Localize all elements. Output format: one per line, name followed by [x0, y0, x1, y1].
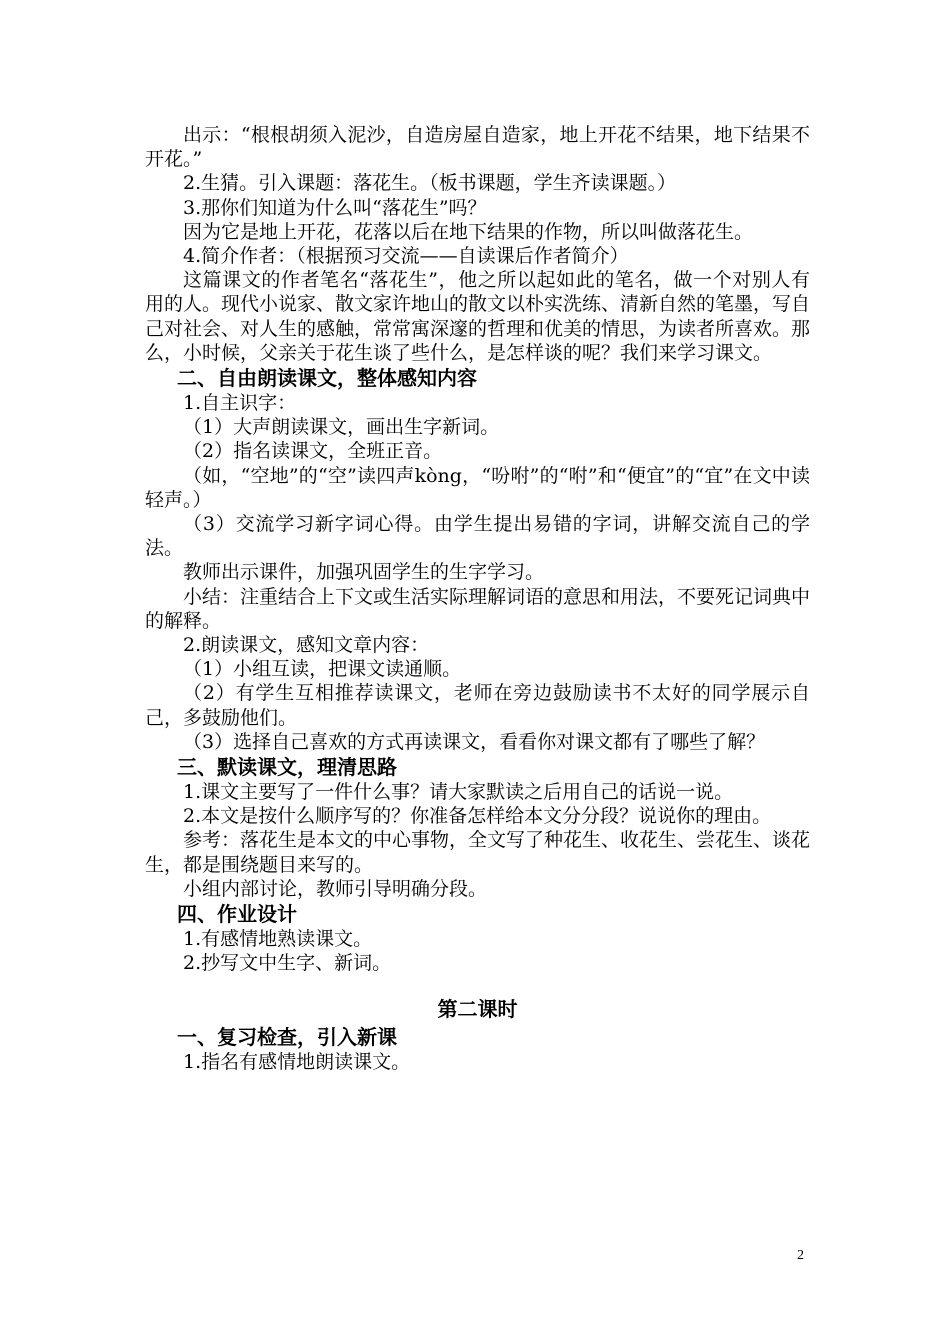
paragraph: 1.有感情地熟读课文。	[183, 928, 373, 951]
paragraph: （2）有学生互相推荐读课文，老师在旁边鼓励读书不太好的同学展示自己，多鼓励他们。	[145, 682, 810, 729]
section-heading: 二、自由朗读课文，整体感知内容	[177, 366, 477, 391]
paragraph: （如，“空地”的“空”读四声kòng，“吩咐”的“咐”和“便宜”的“宜”在文中读轻声。）	[145, 464, 810, 511]
section-heading: 四、作业设计	[177, 902, 297, 927]
paragraph: 2.朗读课文，感知文章内容：	[183, 634, 430, 657]
paragraph: 出示：“根根胡须入泥沙，自造房屋自造家，地上开花不结果，地下结果不开花。”	[145, 124, 810, 171]
paragraph: 3.那你们知道为什么叫“落花生”吗？	[183, 196, 487, 219]
lesson-title: 第二课时	[437, 996, 518, 1021]
document-body	[145, 123, 810, 1074]
section-heading: 一、复习检查，引入新课	[177, 1024, 397, 1049]
paragraph: （3）选择自己喜欢的方式再读课文，看看你对课文都有了哪些了解？	[183, 730, 766, 753]
paragraph: 因为它是地上开花，花落以后在地下结果的作物，所以叫做落花生。	[183, 220, 754, 243]
paragraph: 2.本文是按什么顺序写的？你准备怎样给本文分分段？说说你的理由。	[183, 805, 772, 828]
paragraph: 1.指名有感情地朗读课文。	[183, 1050, 411, 1073]
paragraph: 教师出示课件，加强巩固学生的生字学习。	[183, 561, 545, 584]
paragraph: 这篇课文的作者笔名“落花生”，他之所以起如此的笔名，做一个对别人有用的人。现代小说家、散文家许地山的散文以朴实洗练、清新自然的笔墨，写自己对社会、对人生的感触，常常寓深邃的哲理和优美的情思，为读者所喜欢。那么，小时候，父亲关于花生谈了些什么，是怎样谈的呢？我们来学习课文。	[145, 269, 811, 364]
paragraph: 4.简介作者：（根据预习交流——自读课后作者简介）	[183, 245, 629, 268]
paragraph: 1.课文主要写了一件什么事？请大家默读之后用自己的话说一说。	[183, 781, 734, 804]
paragraph: （2）指名读课文，全班正音。	[183, 440, 443, 463]
paragraph: 小组内部讨论，教师引导明确分段。	[183, 877, 488, 900]
paragraph: 参考：落花生是本文的中心事物，全文写了种花生、收花生、尝花生、谈花生，都是围绕题目来写的。	[145, 829, 811, 876]
paragraph: （3）交流学习新字词心得。由学生提出易错的字词，讲解交流自己的学法。	[145, 513, 810, 560]
paragraph: 2.生猜。引入课题：落花生。（板书课题，学生齐读课题。）	[183, 172, 677, 195]
section-heading: 三、默读课文，理清思路	[177, 755, 397, 780]
paragraph: 1.自主识字：	[183, 392, 297, 415]
paragraph: （1）大声朗读课文，画出生字新词。	[183, 416, 500, 439]
paragraph: （1）小组互读，把课文读通顺。	[183, 658, 462, 681]
page-number: 2	[797, 1248, 804, 1263]
paragraph: 小结：注重结合上下文或生活实际理解词语的意思和用法，不要死记词典中的解释。	[145, 585, 811, 632]
paragraph: 2.抄写文中生字、新词。	[183, 952, 392, 975]
